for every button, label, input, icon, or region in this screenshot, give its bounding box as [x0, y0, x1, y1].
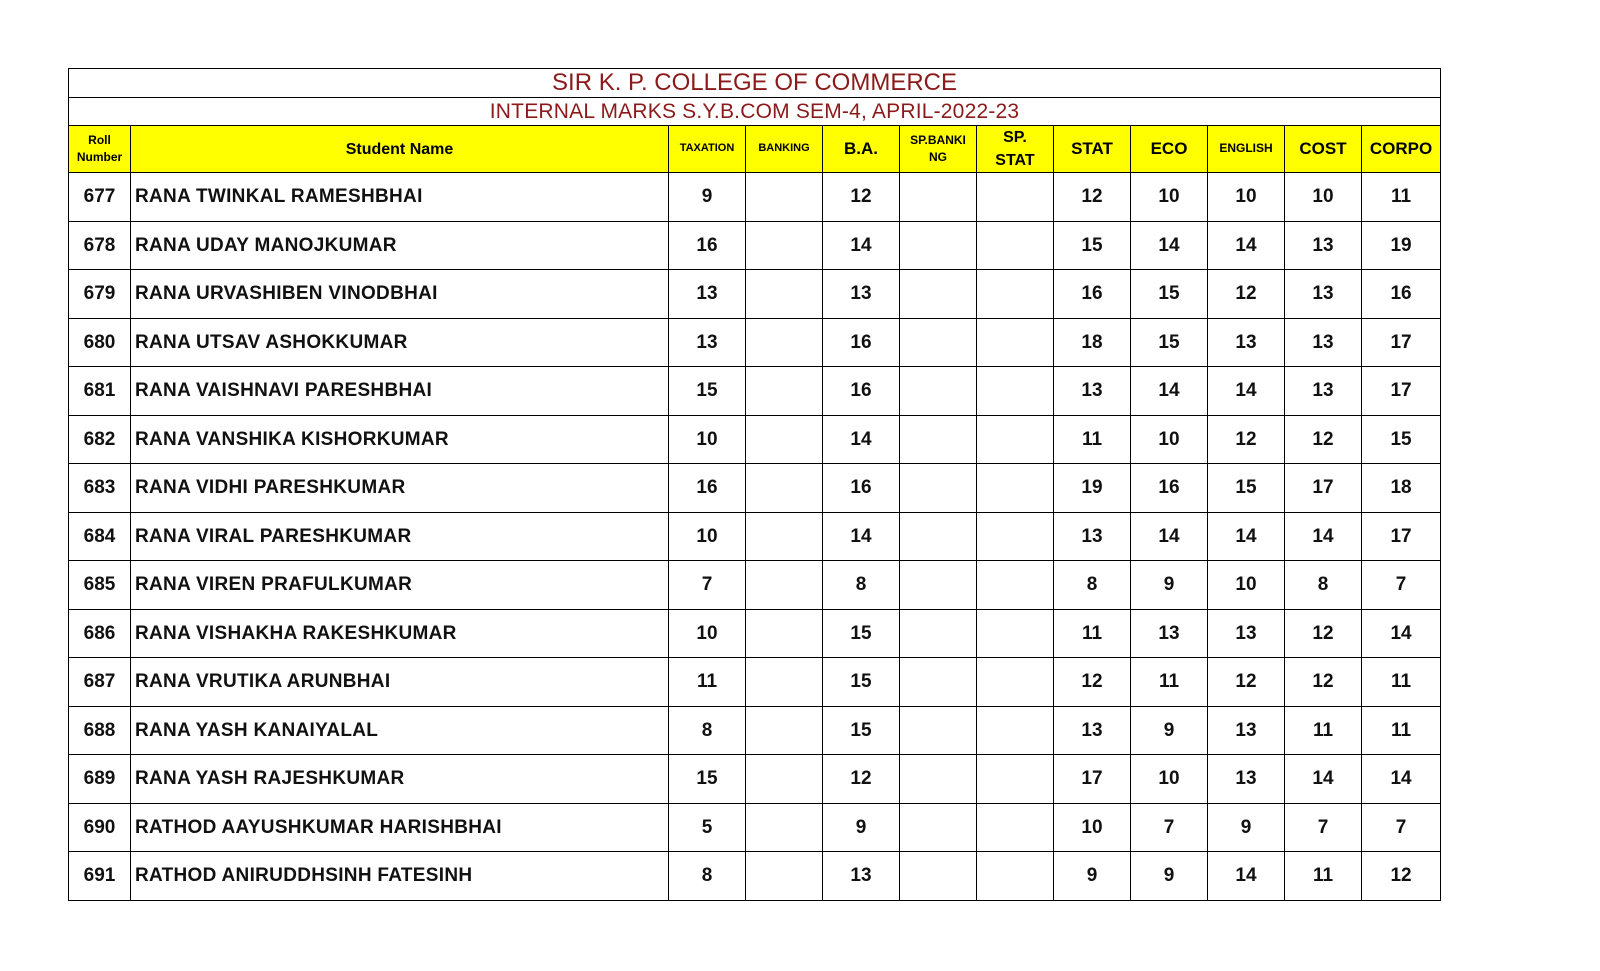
student-name-cell: RANA YASH RAJESHKUMAR: [131, 755, 669, 804]
roll-number-cell: 690: [69, 803, 131, 852]
mark-cell-cost: 17: [1285, 464, 1362, 513]
mark-cell-english: 13: [1208, 755, 1285, 804]
mark-cell-taxation: 8: [669, 852, 746, 901]
student-name-cell: RATHOD AAYUSHKUMAR HARISHBHAI: [131, 803, 669, 852]
mark-cell-corpo: 14: [1362, 609, 1441, 658]
mark-cell-banking: [746, 706, 823, 755]
mark-cell-corpo: 17: [1362, 318, 1441, 367]
mark-cell-sp-banking: [900, 318, 977, 367]
mark-cell-taxation: 13: [669, 270, 746, 319]
mark-cell-ba: 15: [823, 706, 900, 755]
col-taxation: TAXATION: [669, 126, 746, 173]
col-roll-line2: Number: [76, 150, 123, 165]
mark-cell-eco: 7: [1131, 803, 1208, 852]
mark-cell-stat: 17: [1054, 755, 1131, 804]
mark-cell-stat: 15: [1054, 221, 1131, 270]
mark-cell-banking: [746, 609, 823, 658]
mark-cell-banking: [746, 512, 823, 561]
mark-cell-sp-banking: [900, 609, 977, 658]
mark-cell-eco: 15: [1131, 270, 1208, 319]
mark-cell-ba: 16: [823, 367, 900, 416]
col-sp-stat-line2: STAT: [995, 152, 1035, 170]
table-row: [69, 512, 1441, 561]
mark-cell-taxation: 5: [669, 803, 746, 852]
mark-cell-sp-banking: [900, 270, 977, 319]
col-banking: BANKING: [746, 126, 823, 173]
col-sp-banking-line1: SP.BANKI: [910, 132, 966, 147]
mark-cell-corpo: 7: [1362, 561, 1441, 610]
mark-cell-stat: 8: [1054, 561, 1131, 610]
mark-cell-eco: 16: [1131, 464, 1208, 513]
mark-cell-cost: 10: [1285, 173, 1362, 222]
mark-cell-cost: 12: [1285, 658, 1362, 707]
mark-cell-stat: 9: [1054, 852, 1131, 901]
mark-cell-sp-stat: [977, 464, 1054, 513]
table-row: [69, 464, 1441, 513]
mark-cell-english: 14: [1208, 512, 1285, 561]
mark-cell-taxation: 10: [669, 415, 746, 464]
table-row: [69, 367, 1441, 416]
col-sp-stat: [977, 126, 1054, 173]
col-ba: B.A.: [823, 126, 900, 173]
roll-number-cell: 681: [69, 367, 131, 416]
mark-cell-taxation: 8: [669, 706, 746, 755]
mark-cell-banking: [746, 318, 823, 367]
col-sp-banking: [900, 126, 977, 173]
student-name-cell: RANA VIRAL PARESHKUMAR: [131, 512, 669, 561]
mark-cell-english: 12: [1208, 658, 1285, 707]
mark-cell-sp-stat: [977, 755, 1054, 804]
marks-table: [68, 68, 1441, 901]
table-row: [69, 852, 1441, 901]
mark-cell-sp-stat: [977, 561, 1054, 610]
roll-number-cell: 677: [69, 173, 131, 222]
mark-cell-corpo: 7: [1362, 803, 1441, 852]
mark-cell-sp-banking: [900, 658, 977, 707]
mark-cell-ba: 15: [823, 609, 900, 658]
mark-cell-taxation: 10: [669, 512, 746, 561]
student-name-cell: RANA VRUTIKA ARUNBHAI: [131, 658, 669, 707]
student-name-cell: RANA URVASHIBEN VINODBHAI: [131, 270, 669, 319]
student-name-cell: RANA VIDHI PARESHKUMAR: [131, 464, 669, 513]
mark-cell-sp-stat: [977, 221, 1054, 270]
mark-cell-taxation: 16: [669, 464, 746, 513]
mark-cell-ba: 13: [823, 270, 900, 319]
mark-cell-eco: 9: [1131, 561, 1208, 610]
mark-cell-eco: 10: [1131, 755, 1208, 804]
roll-number-cell: 687: [69, 658, 131, 707]
college-title: SIR K. P. COLLEGE OF COMMERCE: [69, 69, 1441, 98]
mark-cell-sp-stat: [977, 415, 1054, 464]
mark-cell-eco: 10: [1131, 415, 1208, 464]
mark-cell-ba: 14: [823, 512, 900, 561]
mark-cell-english: 14: [1208, 852, 1285, 901]
mark-cell-stat: 10: [1054, 803, 1131, 852]
subtitle-row: [69, 98, 1441, 126]
mark-cell-sp-stat: [977, 318, 1054, 367]
col-corpo: CORPO: [1362, 126, 1441, 173]
mark-cell-sp-banking: [900, 173, 977, 222]
mark-cell-cost: 12: [1285, 415, 1362, 464]
mark-cell-sp-banking: [900, 561, 977, 610]
roll-number-cell: 689: [69, 755, 131, 804]
mark-cell-stat: 13: [1054, 706, 1131, 755]
student-name-cell: RANA VIREN PRAFULKUMAR: [131, 561, 669, 610]
mark-cell-english: 14: [1208, 221, 1285, 270]
roll-number-cell: 684: [69, 512, 131, 561]
mark-cell-corpo: 12: [1362, 852, 1441, 901]
mark-cell-stat: 11: [1054, 609, 1131, 658]
mark-cell-ba: 13: [823, 852, 900, 901]
mark-cell-taxation: 11: [669, 658, 746, 707]
mark-cell-sp-stat: [977, 270, 1054, 319]
student-name-cell: RANA UDAY MANOJKUMAR: [131, 221, 669, 270]
mark-cell-corpo: 19: [1362, 221, 1441, 270]
mark-cell-sp-banking: [900, 706, 977, 755]
mark-cell-banking: [746, 852, 823, 901]
mark-cell-taxation: 7: [669, 561, 746, 610]
mark-cell-stat: 11: [1054, 415, 1131, 464]
roll-number-cell: 683: [69, 464, 131, 513]
mark-cell-stat: 16: [1054, 270, 1131, 319]
mark-cell-banking: [746, 270, 823, 319]
roll-number-cell: 685: [69, 561, 131, 610]
col-eco: ECO: [1131, 126, 1208, 173]
mark-cell-eco: 11: [1131, 658, 1208, 707]
col-student-name: Student Name: [131, 126, 669, 173]
mark-cell-corpo: 17: [1362, 367, 1441, 416]
mark-cell-cost: 7: [1285, 803, 1362, 852]
mark-cell-cost: 13: [1285, 367, 1362, 416]
mark-cell-corpo: 11: [1362, 658, 1441, 707]
mark-cell-sp-banking: [900, 755, 977, 804]
roll-number-cell: 691: [69, 852, 131, 901]
mark-cell-sp-stat: [977, 367, 1054, 416]
table-row: [69, 318, 1441, 367]
mark-cell-sp-stat: [977, 803, 1054, 852]
mark-cell-stat: 13: [1054, 367, 1131, 416]
mark-cell-sp-stat: [977, 609, 1054, 658]
mark-cell-taxation: 15: [669, 755, 746, 804]
mark-cell-english: 13: [1208, 318, 1285, 367]
mark-cell-taxation: 13: [669, 318, 746, 367]
mark-cell-english: 12: [1208, 270, 1285, 319]
mark-cell-sp-banking: [900, 512, 977, 561]
mark-cell-corpo: 14: [1362, 755, 1441, 804]
mark-cell-cost: 14: [1285, 512, 1362, 561]
mark-cell-english: 13: [1208, 609, 1285, 658]
column-header-row: [69, 126, 1441, 173]
mark-cell-ba: 16: [823, 464, 900, 513]
mark-cell-cost: 13: [1285, 318, 1362, 367]
mark-cell-english: 9: [1208, 803, 1285, 852]
mark-cell-ba: 15: [823, 658, 900, 707]
mark-cell-banking: [746, 464, 823, 513]
col-sp-stat-line1: SP.: [1003, 129, 1027, 146]
mark-cell-corpo: 15: [1362, 415, 1441, 464]
mark-cell-sp-stat: [977, 512, 1054, 561]
roll-number-cell: 679: [69, 270, 131, 319]
mark-cell-eco: 14: [1131, 512, 1208, 561]
mark-cell-cost: 11: [1285, 852, 1362, 901]
mark-cell-cost: 13: [1285, 221, 1362, 270]
roll-number-cell: 678: [69, 221, 131, 270]
col-roll-number: [69, 126, 131, 173]
mark-cell-ba: 12: [823, 173, 900, 222]
mark-cell-stat: 13: [1054, 512, 1131, 561]
student-name-cell: RATHOD ANIRUDDHSINH FATESINH: [131, 852, 669, 901]
mark-cell-eco: 13: [1131, 609, 1208, 658]
mark-cell-taxation: 15: [669, 367, 746, 416]
title-row: [69, 69, 1441, 98]
roll-number-cell: 688: [69, 706, 131, 755]
col-stat: STAT: [1054, 126, 1131, 173]
mark-cell-english: 15: [1208, 464, 1285, 513]
mark-cell-cost: 14: [1285, 755, 1362, 804]
mark-cell-banking: [746, 415, 823, 464]
mark-cell-stat: 19: [1054, 464, 1131, 513]
mark-cell-cost: 13: [1285, 270, 1362, 319]
mark-cell-banking: [746, 173, 823, 222]
table-row: [69, 561, 1441, 610]
mark-cell-english: 12: [1208, 415, 1285, 464]
mark-cell-taxation: 9: [669, 173, 746, 222]
table-row: [69, 609, 1441, 658]
mark-cell-eco: 9: [1131, 852, 1208, 901]
table-row: [69, 658, 1441, 707]
col-roll-line1: Roll: [88, 132, 111, 147]
mark-cell-banking: [746, 755, 823, 804]
mark-cell-stat: 12: [1054, 173, 1131, 222]
mark-cell-corpo: 16: [1362, 270, 1441, 319]
student-name-cell: RANA VISHAKHA RAKESHKUMAR: [131, 609, 669, 658]
roll-number-cell: 680: [69, 318, 131, 367]
roll-number-cell: 682: [69, 415, 131, 464]
mark-cell-sp-stat: [977, 173, 1054, 222]
mark-cell-banking: [746, 561, 823, 610]
mark-cell-sp-stat: [977, 852, 1054, 901]
mark-cell-sp-banking: [900, 221, 977, 270]
mark-cell-banking: [746, 221, 823, 270]
mark-cell-eco: 14: [1131, 367, 1208, 416]
mark-cell-sp-banking: [900, 803, 977, 852]
mark-cell-stat: 12: [1054, 658, 1131, 707]
mark-cell-sp-banking: [900, 367, 977, 416]
mark-cell-taxation: 16: [669, 221, 746, 270]
mark-cell-ba: 14: [823, 221, 900, 270]
student-name-cell: RANA VANSHIKA KISHORKUMAR: [131, 415, 669, 464]
mark-cell-ba: 12: [823, 755, 900, 804]
mark-cell-eco: 15: [1131, 318, 1208, 367]
mark-cell-corpo: 18: [1362, 464, 1441, 513]
mark-cell-banking: [746, 658, 823, 707]
mark-cell-ba: 14: [823, 415, 900, 464]
student-name-cell: RANA YASH KANAIYALAL: [131, 706, 669, 755]
mark-cell-english: 10: [1208, 173, 1285, 222]
student-name-cell: RANA TWINKAL RAMESHBHAI: [131, 173, 669, 222]
mark-cell-banking: [746, 367, 823, 416]
mark-cell-cost: 12: [1285, 609, 1362, 658]
col-english: ENGLISH: [1208, 126, 1285, 173]
mark-cell-taxation: 10: [669, 609, 746, 658]
mark-cell-corpo: 11: [1362, 173, 1441, 222]
mark-cell-cost: 8: [1285, 561, 1362, 610]
mark-cell-sp-stat: [977, 706, 1054, 755]
mark-cell-stat: 18: [1054, 318, 1131, 367]
table-row: [69, 415, 1441, 464]
mark-cell-english: 14: [1208, 367, 1285, 416]
mark-cell-corpo: 11: [1362, 706, 1441, 755]
exam-subtitle: INTERNAL MARKS S.Y.B.COM SEM-4, APRIL-2022-23: [69, 98, 1441, 126]
mark-cell-sp-stat: [977, 658, 1054, 707]
mark-cell-eco: 14: [1131, 221, 1208, 270]
mark-cell-cost: 11: [1285, 706, 1362, 755]
mark-cell-ba: 9: [823, 803, 900, 852]
table-row: [69, 803, 1441, 852]
mark-cell-banking: [746, 803, 823, 852]
mark-cell-sp-banking: [900, 852, 977, 901]
mark-cell-english: 10: [1208, 561, 1285, 610]
mark-cell-ba: 8: [823, 561, 900, 610]
col-sp-banking-line2: NG: [929, 150, 947, 165]
mark-cell-corpo: 17: [1362, 512, 1441, 561]
mark-cell-eco: 10: [1131, 173, 1208, 222]
mark-cell-sp-banking: [900, 415, 977, 464]
mark-cell-eco: 9: [1131, 706, 1208, 755]
mark-cell-sp-banking: [900, 464, 977, 513]
student-name-cell: RANA VAISHNAVI PARESHBHAI: [131, 367, 669, 416]
mark-cell-ba: 16: [823, 318, 900, 367]
table-row: [69, 270, 1441, 319]
col-cost: COST: [1285, 126, 1362, 173]
student-name-cell: RANA UTSAV ASHOKKUMAR: [131, 318, 669, 367]
roll-number-cell: 686: [69, 609, 131, 658]
table-row: [69, 755, 1441, 804]
table-row: [69, 221, 1441, 270]
mark-cell-english: 13: [1208, 706, 1285, 755]
table-row: [69, 173, 1441, 222]
table-row: [69, 706, 1441, 755]
